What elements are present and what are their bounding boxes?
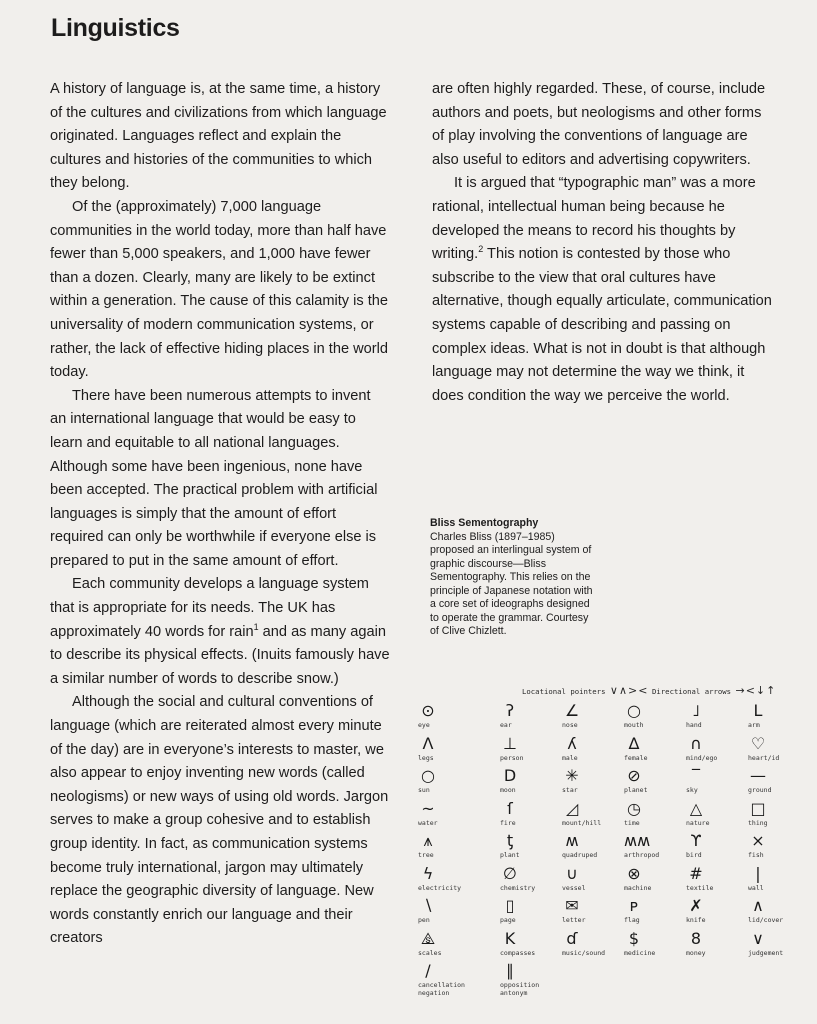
bliss-symbol [418,800,500,833]
bliss-symbol [686,767,748,800]
bliss-glyph-icon: ○ [421,766,435,785]
bliss-symbol [686,800,748,833]
bliss-symbol [500,702,562,735]
bliss-symbol-label: water [418,818,438,827]
bliss-symbol [624,767,686,800]
bliss-glyph-icon: — [750,766,766,785]
bliss-glyph-icon: ⊘ [627,766,641,785]
bliss-glyph-icon: ∨ [752,928,764,948]
bliss-glyph-icon: ſ [507,798,513,818]
paragraph-5: Although the social and cultural conventions of language (which are reiterated almost every minute of the day) are in everyone’s interests to master, we also appear to enjoy inventing new words (called neologisms) or new ways of using old words. Jargon serves to make a group cohesive and to establish group identity. In fact, as communication systems become truly international, jargon may ultimately replace the geographic diversity of language. New words constantly enrich our language and their creators [50,694,389,947]
bliss-glyph-icon: ○ [627,701,641,720]
bliss-symbol-label: mount/hill [562,818,602,827]
bliss-symbol [562,702,624,735]
bliss-glyph-icon: ⩚ [423,831,433,850]
bliss-glyph-icon: ⊗ [627,863,641,883]
bliss-glyph-icon: ∆ [628,733,640,753]
bliss-glyph-icon: ʔ [505,701,515,720]
bliss-symbol-label: letter [562,916,586,924]
bliss-symbol-label: eye [418,721,430,729]
bliss-symbol-label: knife [686,916,706,924]
bliss-symbol-label: electricity [418,883,462,892]
bliss-glyph-icon: ✳ [565,766,579,785]
bliss-symbol [418,702,500,735]
bliss-symbol-label: person [500,753,524,762]
bliss-symbol [686,897,748,930]
bliss-symbol [624,800,686,833]
bliss-symbol [562,800,624,833]
bliss-symbol-label: scales [418,948,442,957]
bliss-symbol-label: nature [686,818,710,827]
bliss-symbol-label: judgement [748,948,784,957]
bliss-symbol [748,735,813,768]
paragraph-6: are often highly regarded. These, of course, include authors and poets, but neologisms and other forms of play involving the conventions of language are also useful to editors and advertising copywriters. [432,81,766,168]
bliss-glyph-icon: ♡ [750,733,766,753]
bliss-symbol [748,897,813,930]
bliss-symbol [562,930,624,963]
bliss-symbol [624,930,686,963]
bliss-glyph-icon: ᴘ [629,896,639,915]
bliss-symbol [624,897,686,930]
bliss-glyph-icon: ϟ [422,863,434,883]
bliss-symbol-label: lid/cover [748,916,784,924]
bliss-glyph-icon: ▯ [505,896,515,915]
bliss-symbol [748,865,813,898]
bliss-symbol [748,800,813,833]
paragraph-3: There have been numerous attempts to invent an international language that would be easy to learn and equitable to all national languages. Although some have been ingenious, none have been accepted. The practical problem with artificial languages is simply that the amount of effort required can only be worthwhile if everyone else is prepared to put in the same amount of effort. [50,387,378,569]
bliss-glyph-icon: ✉ [565,896,579,915]
bliss-symbol-label: planet [624,786,648,794]
bliss-symbol-label: sky [686,786,698,794]
bliss-glyph-icon: △ [689,798,703,818]
bliss-symbol-label: medicine [624,948,656,957]
bliss-symbol-label: legs [418,753,434,762]
bliss-symbol-label: plant [500,851,520,859]
bliss-glyph-icon: ∩ [690,733,702,753]
bliss-symbol [418,865,500,898]
bliss-symbol [418,832,500,865]
bliss-glyph-icon: ∥ [506,961,514,980]
bliss-symbol [500,767,562,800]
locational-pointers-label: Locational pointers [522,687,606,696]
bliss-symbol [500,962,562,995]
bliss-symbol [748,832,813,865]
bliss-symbol [624,832,686,865]
bliss-symbol-label: male [562,753,578,762]
bliss-symbol [686,865,748,898]
bliss-symbol-label: female [624,753,648,762]
bliss-symbol [748,930,813,963]
bliss-symbol-label: money [686,948,706,957]
bliss-glyph-icon: ∅ [503,863,517,883]
bliss-glyph-icon: $ [628,928,640,948]
bliss-symbol-label: music/sound [562,948,606,957]
bliss-glyph-icon: D [503,766,517,785]
bliss-symbol-label: vessel [562,883,586,892]
bliss-symbol [500,800,562,833]
bliss-glyph-icon: ~ [421,798,435,818]
bliss-symbol-label: hand [686,721,702,729]
bliss-glyph-icon: ‾ [692,766,700,785]
caption-body: Charles Bliss (1897–1985) proposed an interlingual system of graphic discourse—Bliss Sementography. This relies on the principle of Japanese notation with a core set of ideographs designed to operate the grammar. Courtesy of Clive Chizlett. [430,530,593,637]
paragraph-7 [432,172,777,408]
bliss-symbol-label: tree [418,851,434,859]
bliss-symbol-label: thing [748,818,768,827]
bliss-symbol [748,702,813,735]
bliss-symbol-label: time [624,818,640,827]
bliss-glyph-icon: ƫ [506,831,514,850]
bliss-symbol-label: wall [748,883,764,892]
paragraph-4-text-b: and as many again to describe its physical effects. (Inuits famously have a similar number of words to describe snow.) [50,623,390,687]
locational-pointer-icon: ∨∧>< [609,684,649,697]
bliss-glyph-icon: ∖ [422,896,434,915]
bliss-symbol [418,962,500,995]
bliss-glyph-icon: ✗ [689,896,703,915]
figure-caption [430,517,600,639]
bliss-glyph-icon: | [755,863,761,883]
bliss-glyph-icon: ʎ [567,733,577,753]
bliss-symbol-chart [418,684,813,1004]
bliss-symbol-label: machine [624,883,652,892]
bliss-symbol-label: nose [562,721,578,729]
paragraph-1: A history of language is, at the same time, a history of the cultures and civilizations from which language originated. Languages reflect and explain the cultures and histories of the communities to which they belong. [50,81,387,192]
paragraph-4-text-a: Each community develops a language system that is appropriate for its needs. The UK has approximately 40 words for rain [50,576,369,640]
bliss-symbol [418,735,500,768]
directional-arrows-label: Directional arrows [652,687,732,696]
footnote-ref-1[interactable]: 1 [253,621,259,632]
bliss-glyph-icon: ˩ [692,701,700,720]
bliss-symbol-label: fish [748,851,764,859]
bliss-glyph-icon: ⊙ [421,701,435,720]
bliss-glyph-icon: ◿ [565,798,579,818]
bliss-glyph-icon: □ [750,798,766,818]
bliss-symbol-label: sun [418,786,430,794]
bliss-symbol-label: compasses [500,948,536,957]
directional-arrows [652,684,776,702]
bliss-symbol-label: quadruped [562,851,598,859]
bliss-symbol [500,832,562,865]
bliss-glyph-icon: ◷ [627,798,641,818]
paragraph-4 [50,573,390,691]
bliss-symbol [562,897,624,930]
bliss-symbol [686,832,748,865]
bliss-glyph-icon: L [753,701,763,720]
bliss-symbol-label: bird [686,851,702,859]
left-column [50,78,390,951]
bliss-symbol-label: arthropod [624,851,660,859]
caption-title: Bliss Sementography [430,517,539,529]
locational-pointers [522,684,648,702]
bliss-glyph-icon: K [504,928,516,948]
right-column [432,78,777,408]
paragraph-7-text-b: This notion is contested by those who subscribe to the view that oral cultures have alternative, though equally articulate, communication systems capable of describing and passing on complex ideas. What is not in doubt is that although language may not determine the way we think, it does condition the way we perceive the world. [432,246,772,404]
bliss-glyph-icon: ⊥ [503,733,517,753]
bliss-glyph-icon: # [689,863,703,883]
directional-arrow-icon: →<↓↑ [735,684,777,697]
bliss-symbol [418,767,500,800]
bliss-symbol-label: mind/ego [686,753,718,762]
bliss-symbol-label: heart/id [748,753,780,762]
bliss-symbol [418,930,500,963]
bliss-symbol [418,897,500,930]
bliss-symbol [748,767,813,800]
bliss-symbol-label: moon [500,786,516,794]
bliss-glyph-icon: ʍʍ [624,831,651,850]
bliss-symbol [562,767,624,800]
bliss-symbol-label: ground [748,786,772,794]
bliss-symbol-label: fire [500,818,516,827]
bliss-glyph-icon: / [425,961,431,980]
bliss-glyph-icon: ∧ [752,896,764,915]
bliss-glyph-icon: 8 [690,928,702,948]
bliss-symbol [686,930,748,963]
bliss-symbol-label: cancellation negation [418,981,465,997]
bliss-symbol [686,735,748,768]
bliss-symbol-grid [418,702,813,995]
bliss-glyph-icon: ϒ [690,831,702,850]
bliss-symbol [624,735,686,768]
bliss-symbol [562,735,624,768]
bliss-symbol [562,832,624,865]
bliss-symbol [624,865,686,898]
bliss-symbol-label: chemistry [500,883,536,892]
bliss-symbol [500,735,562,768]
bliss-symbol-label: mouth [624,721,644,729]
bliss-glyph-icon: Λ [422,733,434,753]
bliss-symbol-label: page [500,916,516,924]
bliss-symbol [500,930,562,963]
bliss-symbol-label: flag [624,916,640,924]
bliss-symbol-label: opposition antonym [500,981,540,997]
bliss-symbol [562,865,624,898]
paragraph-2: Of the (approximately) 7,000 language communities in the world today, more than half have fewer than 5,000 speakers, and 1,000 have fewer than a dozen. Clearly, many are likely to be extinct within a generation. The cause of this calamity is the universality of modern communication systems, or rather, the lack of effective hiding places in the world today. [50,198,389,381]
bliss-symbol-label: arm [748,721,760,729]
bliss-glyph-icon: ɗ [566,928,578,948]
bliss-glyph-icon: ʍ [565,831,579,850]
bliss-symbol-label: star [562,786,578,794]
bliss-symbol [686,702,748,735]
footnote-ref-2[interactable]: 2 [478,244,484,255]
page-title: Linguistics [51,14,180,42]
bliss-glyph-icon: ∪ [566,863,578,883]
bliss-glyph-icon: ⧌ [420,928,436,948]
bliss-glyph-icon: ∠ [564,701,580,720]
bliss-symbol-label: pen [418,916,430,924]
bliss-symbol [624,702,686,735]
bliss-symbol-label: ear [500,721,512,729]
bliss-glyph-icon: ⨯ [751,831,765,850]
paragraph-7-text-a: It is argued that “typographic man” was a more rational, intellectual human being because he developed the means to record his thoughts by writing. [432,175,756,263]
bliss-symbol [500,865,562,898]
bliss-symbol-label: textile [686,883,714,892]
bliss-symbol [500,897,562,930]
